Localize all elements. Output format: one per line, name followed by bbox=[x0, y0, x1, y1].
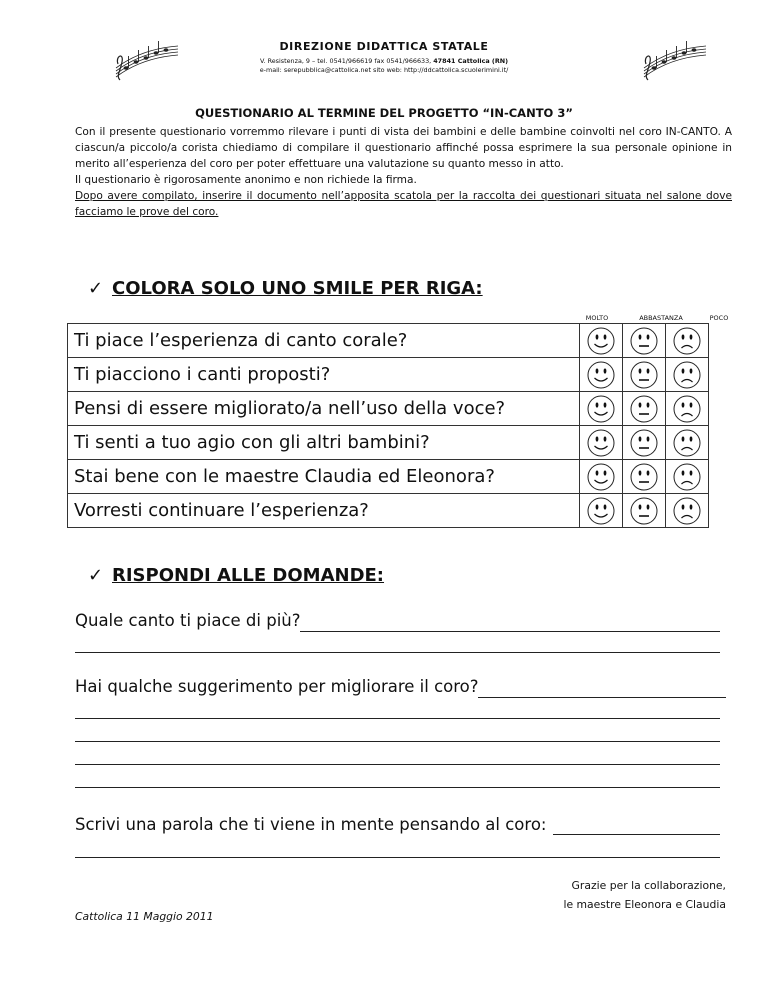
school-contacts: e-mail: serepubblica@cattolica.net sito web: http://ddcattolica.scuolerimini.it/ bbox=[259, 66, 509, 74]
document-date: Cattolica 11 Maggio 2011 bbox=[75, 910, 214, 923]
sad-smile-icon[interactable] bbox=[672, 360, 702, 390]
rating-cell-neutral[interactable] bbox=[623, 358, 666, 392]
intro-paragraph-2: Il questionario è rigorosamente anonimo e non richiede la firma. bbox=[75, 174, 417, 186]
happy-smile-icon[interactable] bbox=[586, 360, 616, 390]
sad-smile-icon[interactable] bbox=[672, 326, 702, 356]
question-row bbox=[68, 324, 709, 358]
closing-signature bbox=[426, 876, 726, 914]
neutral-smile-icon[interactable] bbox=[629, 428, 659, 458]
rating-cell-sad[interactable] bbox=[666, 426, 709, 460]
question-text: Ti piacciono i canti proposti? bbox=[68, 358, 580, 392]
happy-smile-icon[interactable] bbox=[586, 496, 616, 526]
smile-rating-table bbox=[67, 323, 709, 528]
rating-cell-happy[interactable] bbox=[580, 494, 623, 528]
school-name: DIREZIONE DIDATTICA STATALE bbox=[279, 40, 489, 53]
section-answer-title: RISPONDI ALLE DOMANDE: bbox=[112, 565, 385, 586]
intro-text bbox=[75, 124, 732, 220]
questionnaire-title: QUESTIONARIO AL TERMINE DEL PROGETTO “IN-CANTO 3” bbox=[195, 106, 573, 120]
sad-smile-icon[interactable] bbox=[672, 462, 702, 492]
sad-smile-icon[interactable] bbox=[672, 496, 702, 526]
question-row bbox=[68, 358, 709, 392]
question-row bbox=[68, 494, 709, 528]
rating-cell-happy[interactable] bbox=[580, 392, 623, 426]
rating-cell-neutral[interactable] bbox=[623, 460, 666, 494]
rating-cell-happy[interactable] bbox=[580, 460, 623, 494]
column-header-poco: POCO bbox=[709, 314, 729, 322]
question-row bbox=[68, 426, 709, 460]
answer-line[interactable] bbox=[75, 764, 720, 765]
question-text: Stai bene con le maestre Claudia ed Eleonora? bbox=[68, 460, 580, 494]
school-address bbox=[0, 57, 768, 66]
rating-cell-sad[interactable] bbox=[666, 358, 709, 392]
rating-cell-neutral[interactable] bbox=[623, 392, 666, 426]
rating-cell-sad[interactable] bbox=[666, 392, 709, 426]
rating-cell-sad[interactable] bbox=[666, 324, 709, 358]
neutral-smile-icon[interactable] bbox=[629, 326, 659, 356]
answer-line[interactable] bbox=[300, 631, 720, 632]
column-header-abbastanza: ABBASTANZA bbox=[639, 314, 683, 322]
checkmark-icon: ✓ bbox=[88, 565, 104, 586]
section-smile-heading bbox=[88, 278, 483, 299]
answer-line[interactable] bbox=[553, 834, 720, 835]
intro-paragraph-1: Con il presente questionario vorremmo rilevare i punti di vista dei bambini e delle bambine coinvolti nel coro IN-CANTO. A ciascun/a piccolo/a corista chiediamo di compilare il questionario affinché possa esprimere la sua personale opinione in merito all’esperienza del coro per poter effettuare una valutazione su quanto messo in atto. bbox=[75, 126, 732, 170]
rating-cell-happy[interactable] bbox=[580, 324, 623, 358]
rating-cell-neutral[interactable] bbox=[623, 494, 666, 528]
answer-line[interactable] bbox=[75, 741, 720, 742]
neutral-smile-icon[interactable] bbox=[629, 462, 659, 492]
neutral-smile-icon[interactable] bbox=[629, 360, 659, 390]
question-favorite-song: Quale canto ti piace di più? bbox=[75, 611, 301, 630]
answer-line[interactable] bbox=[75, 718, 720, 719]
checkmark-icon: ✓ bbox=[88, 278, 104, 299]
section-answer-heading bbox=[88, 565, 384, 586]
answer-line[interactable] bbox=[478, 697, 726, 698]
rating-cell-neutral[interactable] bbox=[623, 426, 666, 460]
section-smile-title: COLORA SOLO UNO SMILE PER RIGA: bbox=[112, 278, 483, 299]
column-header-molto: MOLTO bbox=[585, 314, 609, 322]
address-text: V. Resistenza, 9 – tel. 0541/966619 fax 0541/966633, bbox=[259, 57, 432, 65]
neutral-smile-icon[interactable] bbox=[629, 394, 659, 424]
intro-paragraph-3: Dopo avere compilato, inserire il documento nell’apposita scatola per la raccolta dei questionari situata nel salone dove facciamo le prove del coro. bbox=[75, 190, 732, 218]
answer-line[interactable] bbox=[75, 857, 720, 858]
answer-line[interactable] bbox=[75, 787, 720, 788]
rating-cell-sad[interactable] bbox=[666, 460, 709, 494]
question-suggestion: Hai qualche suggerimento per migliorare il coro? bbox=[75, 677, 479, 696]
neutral-smile-icon[interactable] bbox=[629, 496, 659, 526]
sad-smile-icon[interactable] bbox=[672, 428, 702, 458]
question-text: Ti piace l’esperienza di canto corale? bbox=[68, 324, 580, 358]
question-row bbox=[68, 460, 709, 494]
question-row bbox=[68, 392, 709, 426]
happy-smile-icon[interactable] bbox=[586, 394, 616, 424]
question-text: Vorresti continuare l’esperienza? bbox=[68, 494, 580, 528]
thanks-text: Grazie per la collaborazione, bbox=[571, 879, 726, 892]
rating-cell-sad[interactable] bbox=[666, 494, 709, 528]
question-one-word: Scrivi una parola che ti viene in mente pensando al coro: bbox=[75, 815, 547, 834]
sad-smile-icon[interactable] bbox=[672, 394, 702, 424]
happy-smile-icon[interactable] bbox=[586, 462, 616, 492]
answer-line[interactable] bbox=[75, 652, 720, 653]
rating-cell-happy[interactable] bbox=[580, 358, 623, 392]
signers-text: le maestre Eleonora e Claudia bbox=[563, 898, 726, 911]
question-text: Pensi di essere migliorato/a nell’uso della voce? bbox=[68, 392, 580, 426]
address-cap: 47841 Cattolica (RN) bbox=[433, 57, 509, 65]
rating-cell-happy[interactable] bbox=[580, 426, 623, 460]
happy-smile-icon[interactable] bbox=[586, 428, 616, 458]
rating-cell-neutral[interactable] bbox=[623, 324, 666, 358]
question-text: Ti senti a tuo agio con gli altri bambini? bbox=[68, 426, 580, 460]
happy-smile-icon[interactable] bbox=[586, 326, 616, 356]
